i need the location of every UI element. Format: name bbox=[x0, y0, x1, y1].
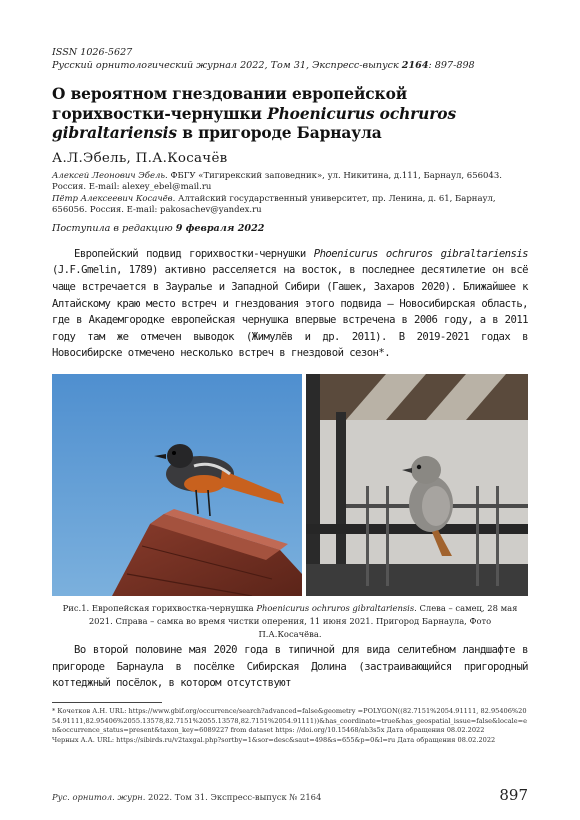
female-redstart-image bbox=[306, 374, 528, 596]
page bbox=[52, 46, 528, 804]
footnotes bbox=[52, 707, 528, 745]
male-redstart-image bbox=[52, 374, 302, 596]
footer-citation: Рус. орнитол. журн. 2022. Том 31. Экспресс-выпуск № 2164 bbox=[52, 792, 322, 802]
received-date: Поступила в редакцию 9 февраля 2022 bbox=[52, 222, 265, 234]
figure-caption: Рис.1. Европейская горихвостка-чернушка Phoenicurus ochruros gibraltariensis. Слева – самец, 28 мая 2021. Справа – самка во время чистки оперения, 11 июня 2021. Пригород Барнаула, Фото П.А.Косачёва. bbox=[62, 603, 518, 639]
footnote-sibirds: Черных А.А. URL: https://sibirds.ru/v2taxgal.php?sortby=1&sor=desc&saut=498&s=655&p=0&l=ru Дата обращения 08.02.2022 bbox=[52, 735, 496, 744]
photo-male-redstart bbox=[52, 374, 302, 596]
title-latin-name: Phoenicurus ochruros gibraltariensis bbox=[52, 104, 457, 142]
footnote-marker: *. bbox=[378, 347, 391, 360]
figure-photos bbox=[52, 374, 528, 596]
journal-header bbox=[52, 46, 528, 72]
affiliation-kosachev: Пётр Алексеевич Косачёв. Алтайский государственный университет, пр. Ленина, д. 61, Барнаул, 656056. Россия. E-mail: pakosachev@yandex.ru bbox=[52, 193, 496, 216]
page-footer bbox=[52, 786, 528, 806]
affiliations bbox=[52, 171, 528, 217]
issn: ISSN 1026-5627 bbox=[52, 47, 133, 58]
authors: А.Л.Эбель, П.А.Косачёв bbox=[52, 150, 228, 166]
affiliation-ebel: Алексей Леонович Эбель. ФБГУ «Тигирекский заповедник», ул. Никитина, д.111, Барнаул, 656043. Россия. E-mail: alexey_ebel@mail.ru bbox=[52, 170, 502, 193]
photo-female-redstart bbox=[306, 374, 528, 596]
article-title: О вероятном гнездовании европейской горихвостки-чернушки Phoenicurus ochruros gibraltariensis в пригороде Барнаула bbox=[52, 85, 457, 142]
second-paragraph: Во второй половине мая 2020 года в типичной для вида селитебном ландшафте в пригороде Барнаула в посёлке Сибирская Долина (застраивающийся пригородный коттеджный посёлок, в котором отсутствуют bbox=[52, 644, 528, 690]
issue-number: 2164 bbox=[401, 60, 429, 71]
footnote-gbif: * Кочетков А.Н. URL: https://www.gbif.org/occurrence/search?advanced=false&geometry =POLYGON((82.7151%2054.91111, 82.95406%2054.91111,82.95406%2055.13578,82.7151%2055.13578,82.7151%2054.91111))&has_coordinate=true&has_geospatial_issue=false&locale=en&occurrence_status=present&taxon_key=6089227 from dataset https: //doi.org/10.15468/ab3s5x Дата обращения 08.02.2022 bbox=[52, 707, 528, 735]
latin-name: Phoenicurus ochruros gibraltariensis bbox=[313, 247, 528, 260]
page-number: 897 bbox=[499, 786, 528, 804]
journal-line: Русский орнитологический журнал 2022, Том 31, Экспресс-выпуск 2164: 897-898 bbox=[52, 60, 475, 71]
footnote-rule bbox=[52, 702, 162, 703]
intro-paragraph: Европейский подвид горихвостки-чернушки Phoenicurus ochruros gibraltariensis (J.F.Gmelin, 1789) активно расселяется на восток, в последнее десятилетие он всё чаще встречается в Зауралье и Западной Сибири (Гашек, Захаров 2020). Ближайшее к Алтайскому краю место встреч и гнездования этого подвида – Новосибирская область, где в Академгородке европейская чернушка впервые встречена в 2006 году, а в 2011 году там же отмечен выводок (Жимулёв и др. 2011). В 2019-2021 годах в Новосибирске отмечено несколько встреч в гнездовой сезон*. bbox=[52, 247, 528, 360]
